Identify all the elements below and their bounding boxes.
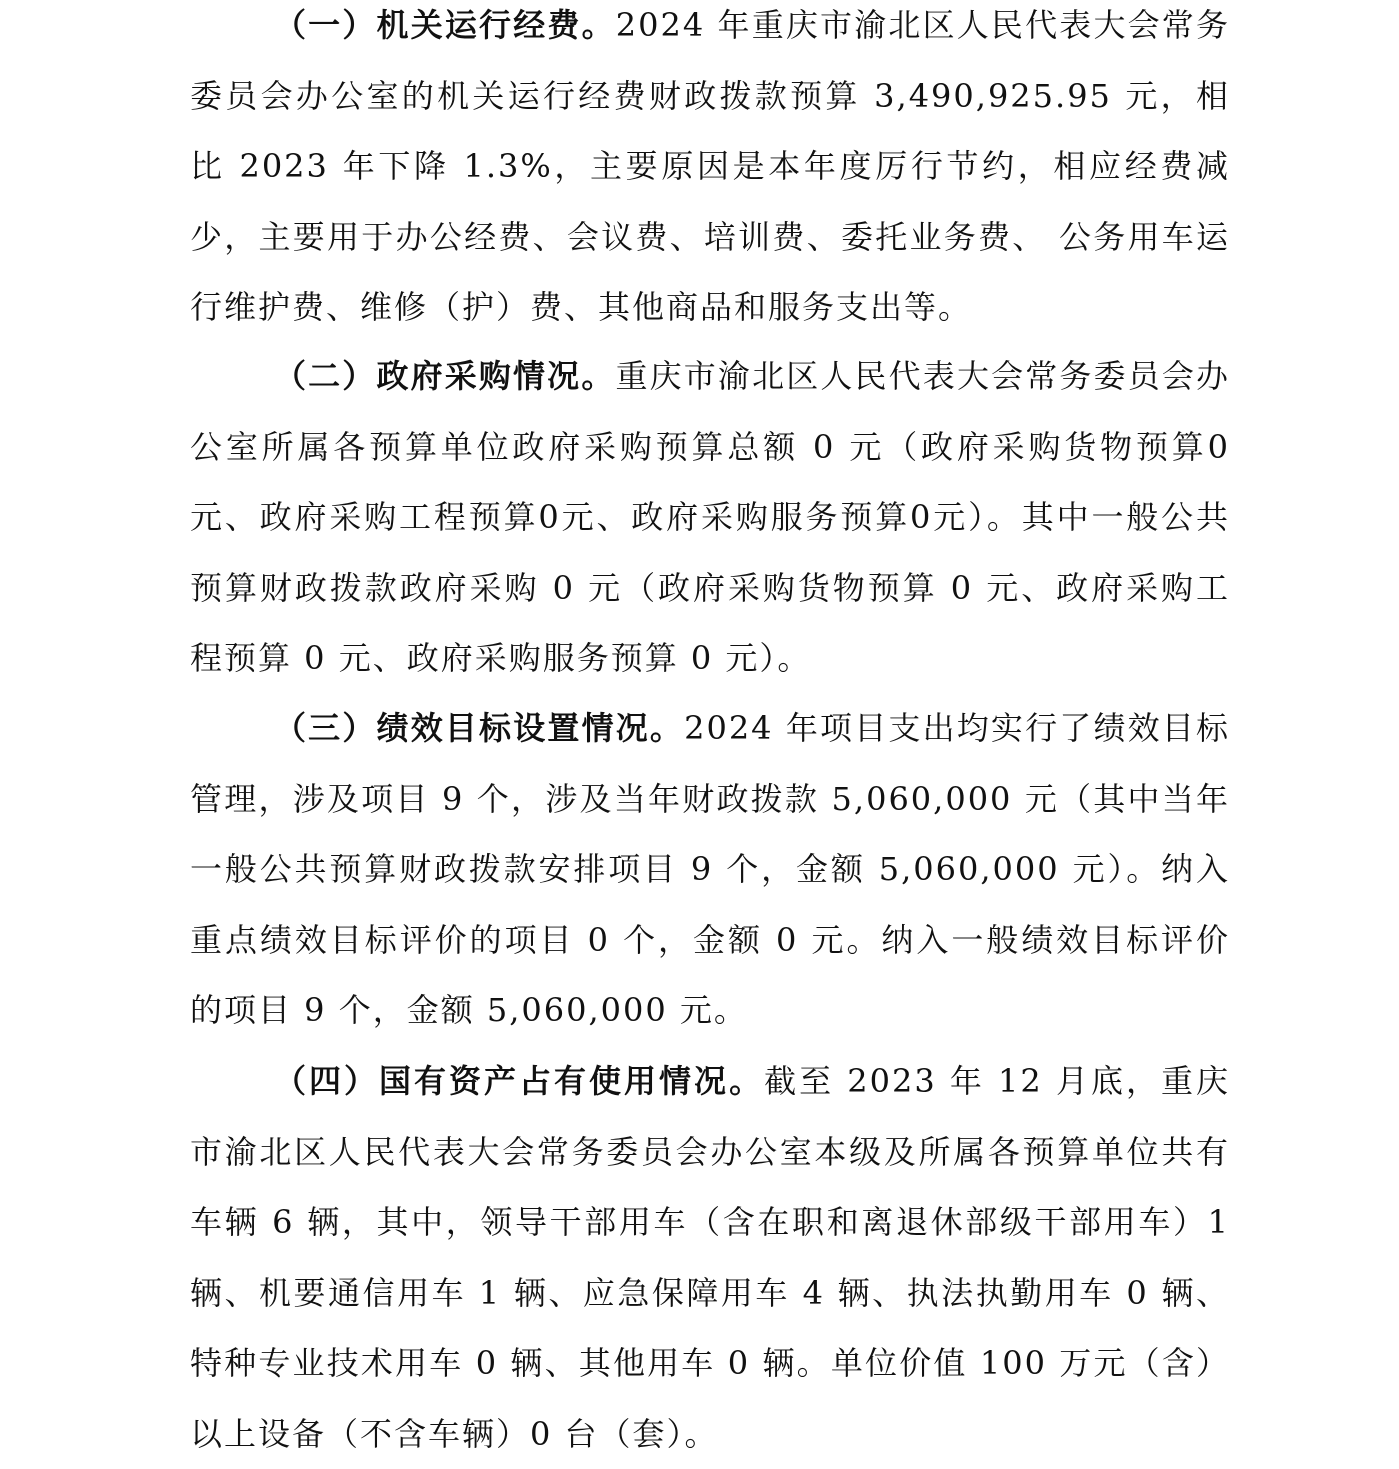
- section-performance-targets: [190, 693, 1230, 1046]
- section-body: 重庆市渝北区人民代表大会常务委员会办公室所属各预算单位政府采购预算总额 0 元（政府采购货物预算0元、政府采购工程预算0元、政府采购服务预算0元）。其中一般公共预算财政拨款政府采购 0 元（政府采购货物预算 0 元、政府采购工程预算 0 元、政府采购服务预算 0 元）。: [190, 357, 1230, 677]
- section-heading: （三）绩效目标设置情况。: [274, 709, 685, 747]
- section-operating-expenses: [190, 0, 1230, 343]
- section-body: 截至 2023 年 12 月底，重庆市渝北区人民代表大会常务委员会办公室本级及所属各预算单位共有车辆 6 辆，其中，领导干部用车（含在职和离退休部级干部用车）1 辆、机要通信用车 1 辆、应急保障用车 4 辆、执法执勤用车 0 辆、特种专业技术用车 0 辆、其他用车 0 辆。单位价值 100 万元（含）以上设备（不含车辆）0 台（套）。: [190, 1062, 1230, 1453]
- section-body: 2024 年重庆市渝北区人民代表大会常务委员会办公室的机关运行经费财政拨款预算 3,490,925.95 元，相比 2023 年下降 1.3%，主要原因是本年度厉行节约，相应经费减少，主要用于办公经费、会议费、培训费、委托业务费、 公务用车运行维护费、维修（护）费、其他商品和服务支出等。: [190, 6, 1230, 326]
- section-body: 2024 年项目支出均实行了绩效目标管理，涉及项目 9 个，涉及当年财政拨款 5,060,000 元（其中当年一般公共预算财政拨款安排项目 9 个，金额 5,060,000 元）。纳入重点绩效目标评价的项目 0 个，金额 0 元。纳入一般绩效目标评价的项目 9 个，金额 5,060,000 元。: [190, 709, 1230, 1029]
- section-heading: （四）国有资产占有使用情况。: [274, 1062, 765, 1100]
- section-heading: （二）政府采购情况。: [274, 357, 616, 395]
- section-government-procurement: [190, 341, 1230, 694]
- section-state-assets: [190, 1046, 1230, 1469]
- section-heading: （一）机关运行经费。: [274, 6, 616, 44]
